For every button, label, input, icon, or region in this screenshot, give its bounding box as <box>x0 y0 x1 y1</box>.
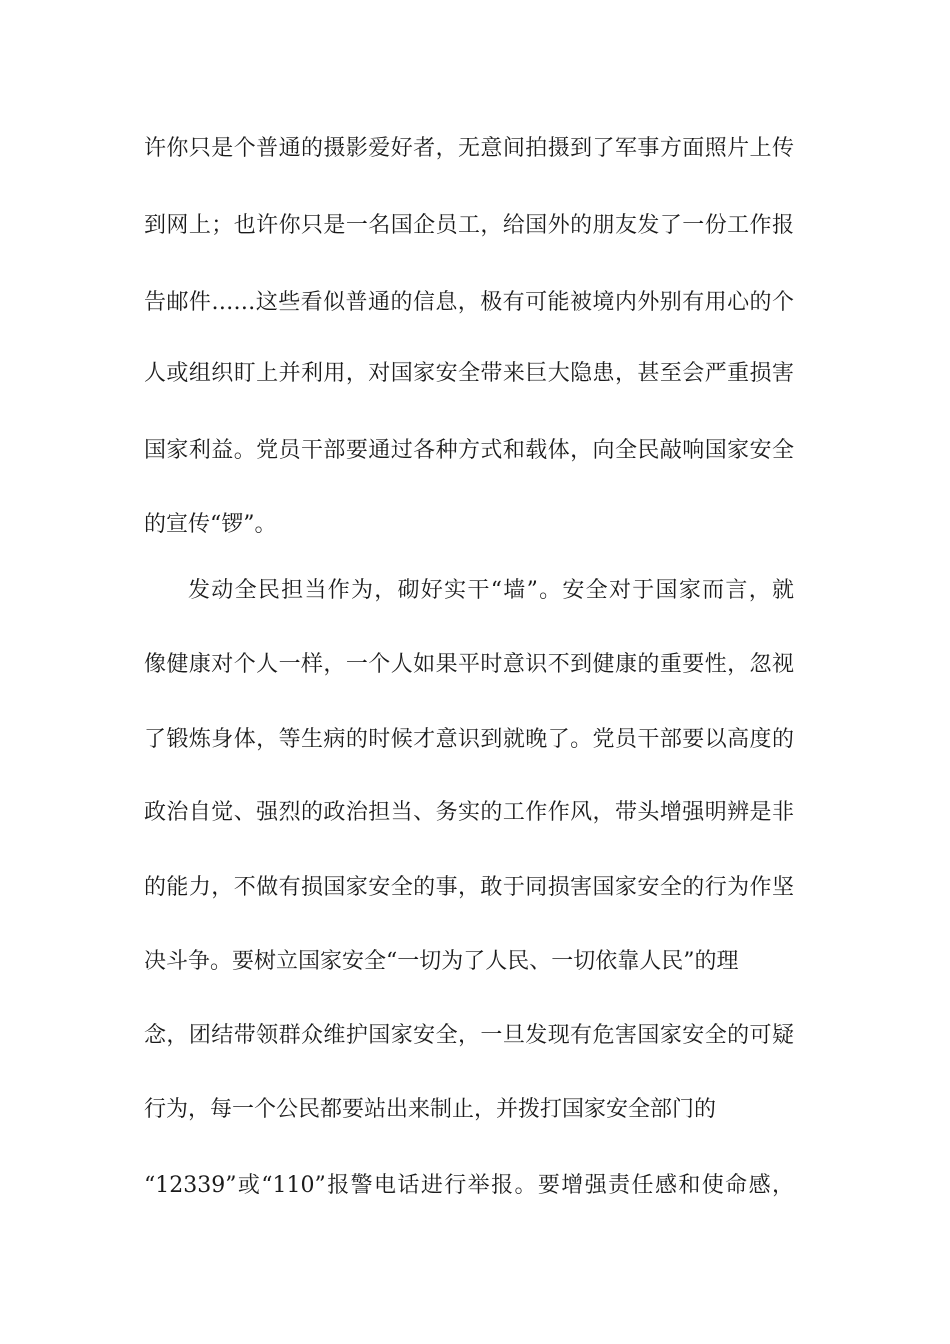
text-line: 的能力，不做有损国家安全的事，敢于同损害国家安全的行为作坚 <box>144 875 794 900</box>
text-line: 行为，每一个公民都要站出来制止，并拨打国家安全部门的 <box>144 1097 717 1122</box>
text-line: 念，团结带领群众维护国家安全，一旦发现有危害国家安全的可疑 <box>144 1023 794 1048</box>
text-line: 告邮件……这些看似普通的信息，极有可能被境内外别有用心的个 <box>144 290 794 315</box>
text-line: 国家利益。党员干部要通过各种方式和载体，向全民敲响国家安全 <box>144 438 794 463</box>
text-line: 政治自觉、强烈的政治担当、务实的工作作风，带头增强明辨是非 <box>144 800 794 825</box>
text-line: 人或组织盯上并利用，对国家安全带来巨大隐患，甚至会严重损害 <box>144 361 794 386</box>
paragraph-end-line: 的宣传“锣”。 <box>144 512 277 537</box>
text-line: 到网上；也许你只是一名国企员工，给国外的朋友发了一份工作报 <box>144 213 794 238</box>
text-line: 像健康对个人一样，一个人如果平时意识不到健康的重要性，忽视 <box>144 652 794 677</box>
paragraph-start-line: 发动全民担当作为，砌好实干“墙”。安全对于国家而言，就 <box>188 578 794 603</box>
text-line: 许你只是个普通的摄影爱好者，无意间拍摄到了军事方面照片上传 <box>144 136 794 161</box>
text-line: “12339”或“110”报警电话进行举报。要增强责任感和使命感， <box>144 1173 794 1198</box>
text-line: 了锻炼身体，等生病的时候才意识到就晚了。党员干部要以高度的 <box>144 727 794 752</box>
text-line: 决斗争。要树立国家安全“一切为了人民、一切依靠人民”的理 <box>144 949 739 974</box>
